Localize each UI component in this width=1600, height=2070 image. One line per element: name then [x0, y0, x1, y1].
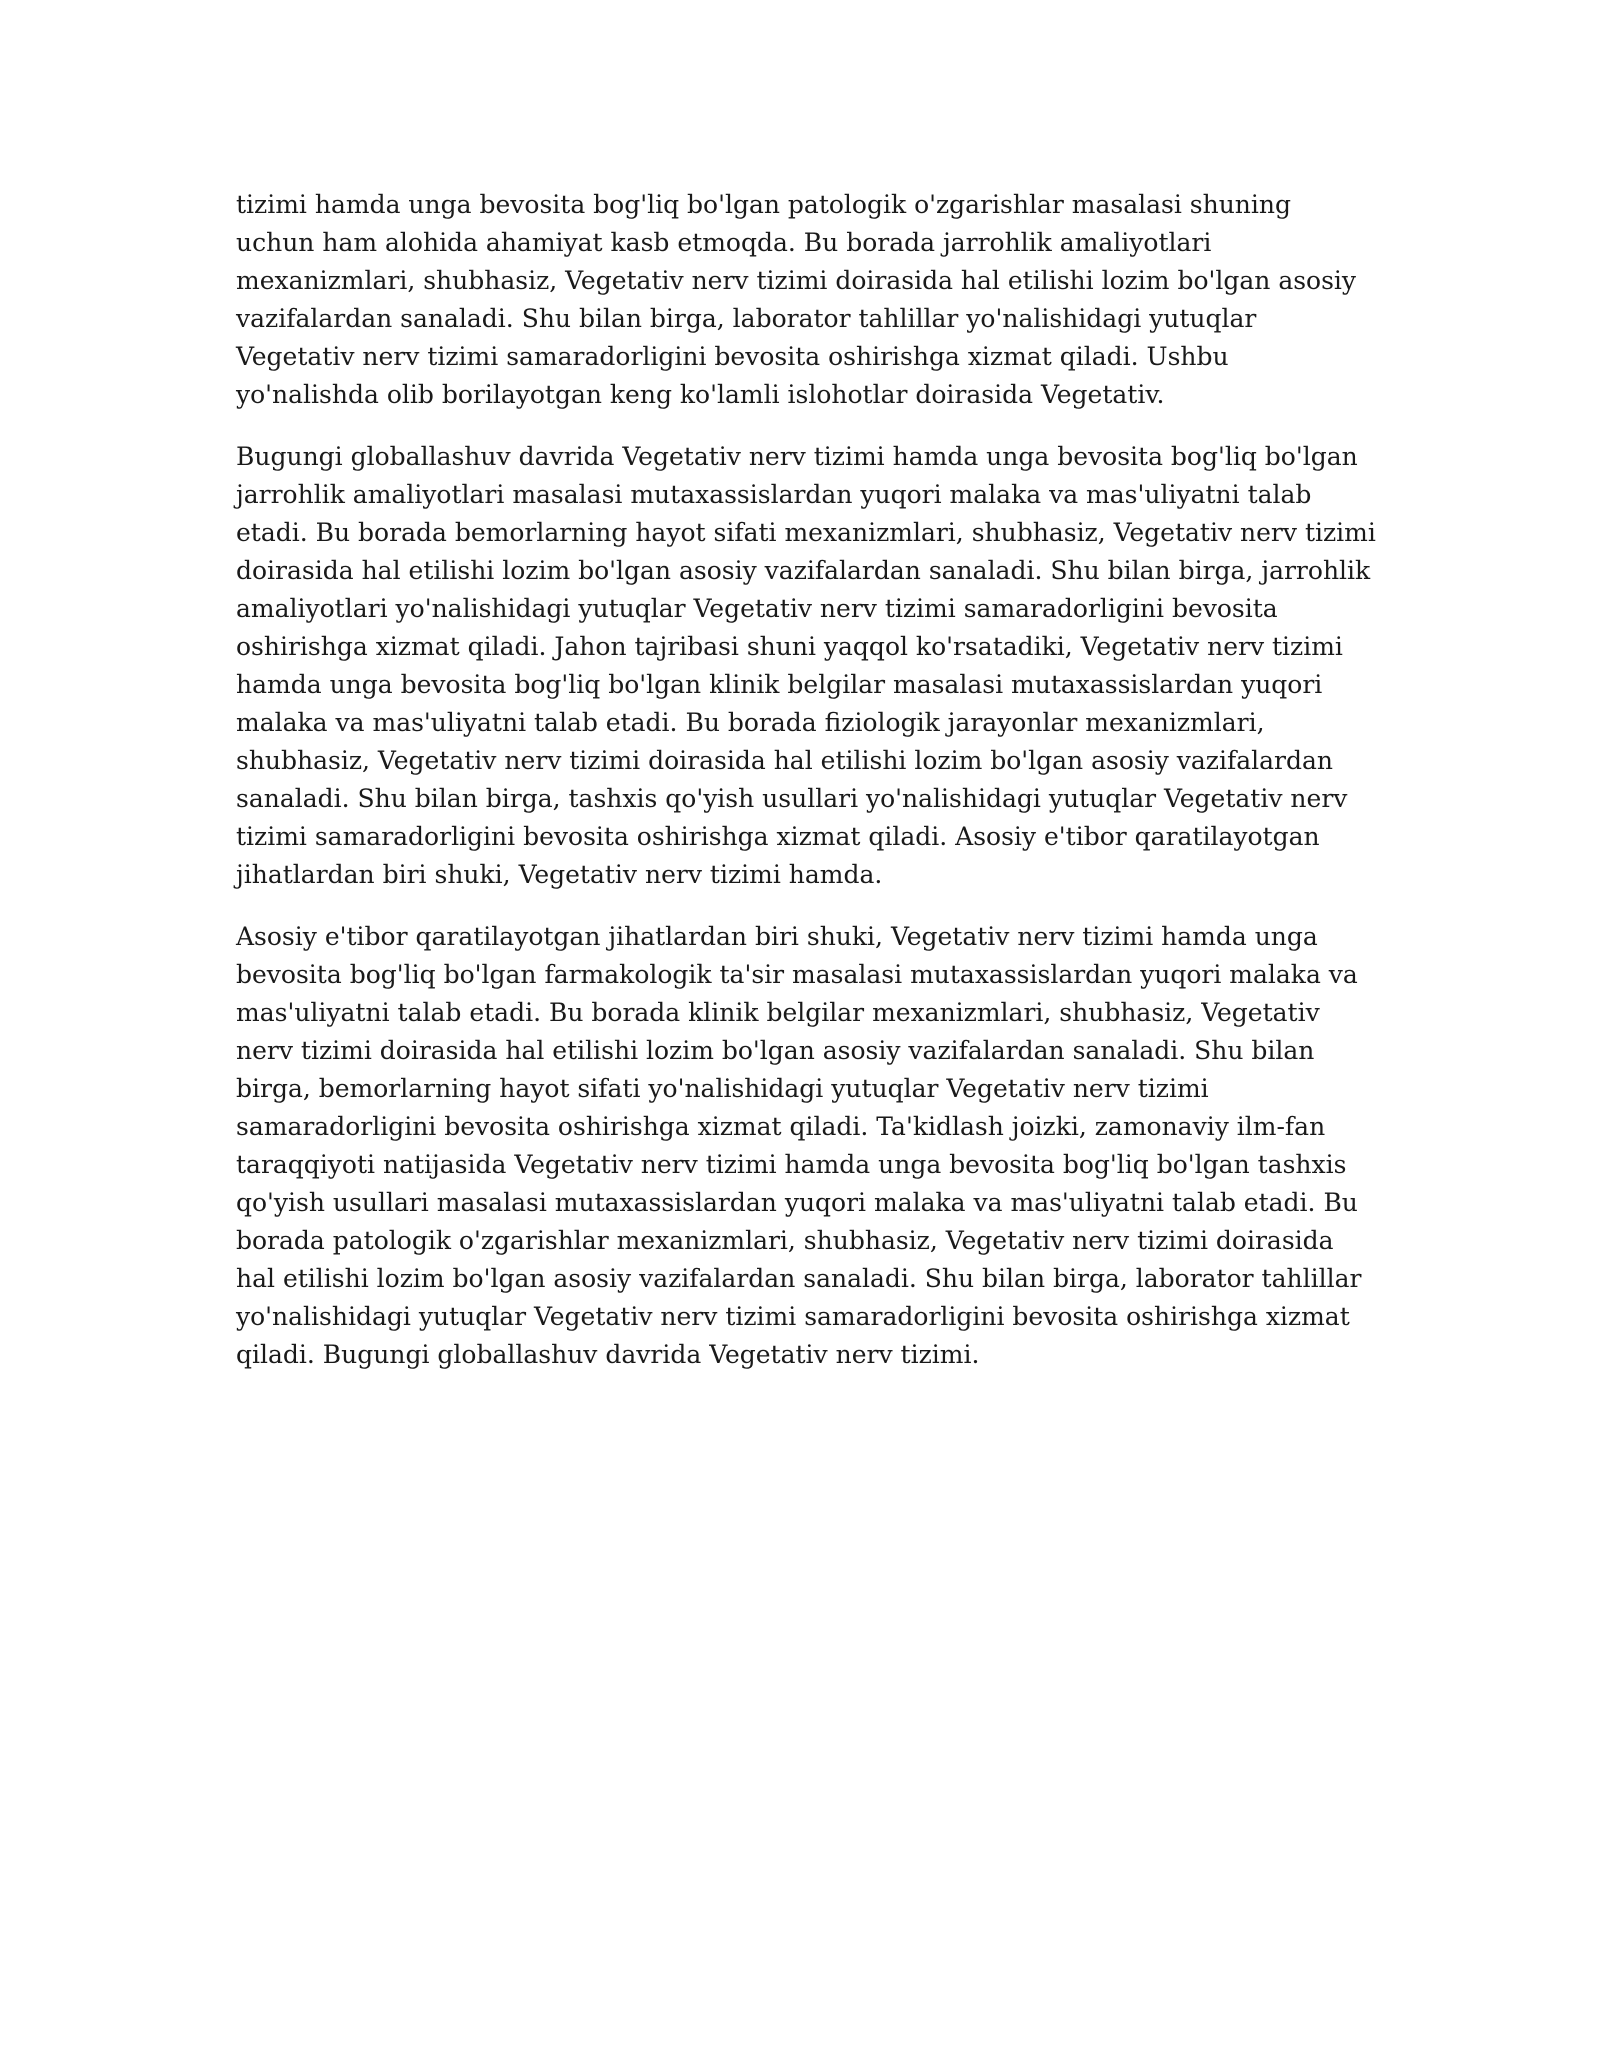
paragraph-3: Asosiy e'tibor qaratilayotgan jihatlardan biri shuki, Vegetativ nerv tizimi hamda unga bevosita bog'liq bo'lgan farmakologik ta'sir masalasi mutaxassislardan yuqori malaka va mas'uliyatni talab etadi. Bu borada klinik belgilar mexanizmlari, shubhasiz, Vegetativ nerv tizimi doirasida hal etilishi lozim bo'lgan asosiy vazifalardan sanaladi. Shu bilan birga, bemorlarning hayot sifati yo'nalishidagi yutuqlar Vegetativ nerv tizimi samaradorligini bevosita oshirishga xizmat qiladi. Ta'kidlash joizki, zamonaviy ilm-fan taraqqiyoti natijasida Vegetativ nerv tizimi hamda unga bevosita bog'liq bo'lgan tashxis qo'yish usullari masalasi mutaxassislardan yuqori malaka va mas'uliyatni talab etadi. Bu borada patologik o'zgarishlar mexanizmlari, shubhasiz, Vegetativ nerv tizimi doirasida hal etilishi lozim bo'lgan asosiy vazifalardan sanaladi. Shu bilan birga, laborator tahlillar yo'nalishidagi yutuqlar Vegetativ nerv tizimi samaradorligini bevosita oshirishga xizmat qiladi. Bugungi globallashuv davrida Vegetativ nerv tizimi. — [236, 922, 1362, 1369]
body-text — [236, 186, 1376, 1398]
paragraph-2: Bugungi globallashuv davrida Vegetativ nerv tizimi hamda unga bevosita bog'liq bo'lgan jarrohlik amaliyotlari masalasi mutaxassislardan yuqori malaka va mas'uliyatni talab etadi. Bu borada bemorlarning hayot sifati mexanizmlari, shubhasiz, Vegetativ nerv tizimi doirasida hal etilishi lozim bo'lgan asosiy vazifalardan sanaladi. Shu bilan birga, jarrohlik amaliyotlari yo'nalishidagi yutuqlar Vegetativ nerv tizimi samaradorligini bevosita oshirishga xizmat qiladi. Jahon tajribasi shuni yaqqol ko'rsatadiki, Vegetativ nerv tizimi hamda unga bevosita bog'liq bo'lgan klinik belgilar masalasi mutaxassislardan yuqori malaka va mas'uliyatni talab etadi. Bu borada fiziologik jarayonlar mexanizmlari, shubhasiz, Vegetativ nerv tizimi doirasida hal etilishi lozim bo'lgan asosiy vazifalardan sanaladi. Shu bilan birga, tashxis qo'yish usullari yo'nalishidagi yutuqlar Vegetativ nerv tizimi samaradorligini bevosita oshirishga xizmat qiladi. Asosiy e'tibor qaratilayotgan jihatlardan biri shuki, Vegetativ nerv tizimi hamda. — [236, 442, 1376, 889]
paragraph-1: tizimi hamda unga bevosita bog'liq bo'lgan patologik o'zgarishlar masalasi shuning uchun ham alohida ahamiyat kasb etmoqda. Bu borada jarrohlik amaliyotlari mexanizmlari, shubhasiz, Vegetativ nerv tizimi doirasida hal etilishi lozim bo'lgan asosiy vazifalardan sanaladi. Shu bilan birga, laborator tahlillar yo'nalishidagi yutuqlar Vegetativ nerv tizimi samaradorligini bevosita oshirishga xizmat qiladi. Ushbu yo'nalishda olib borilayotgan keng ko'lamli islohotlar doirasida Vegetativ. — [236, 190, 1357, 409]
